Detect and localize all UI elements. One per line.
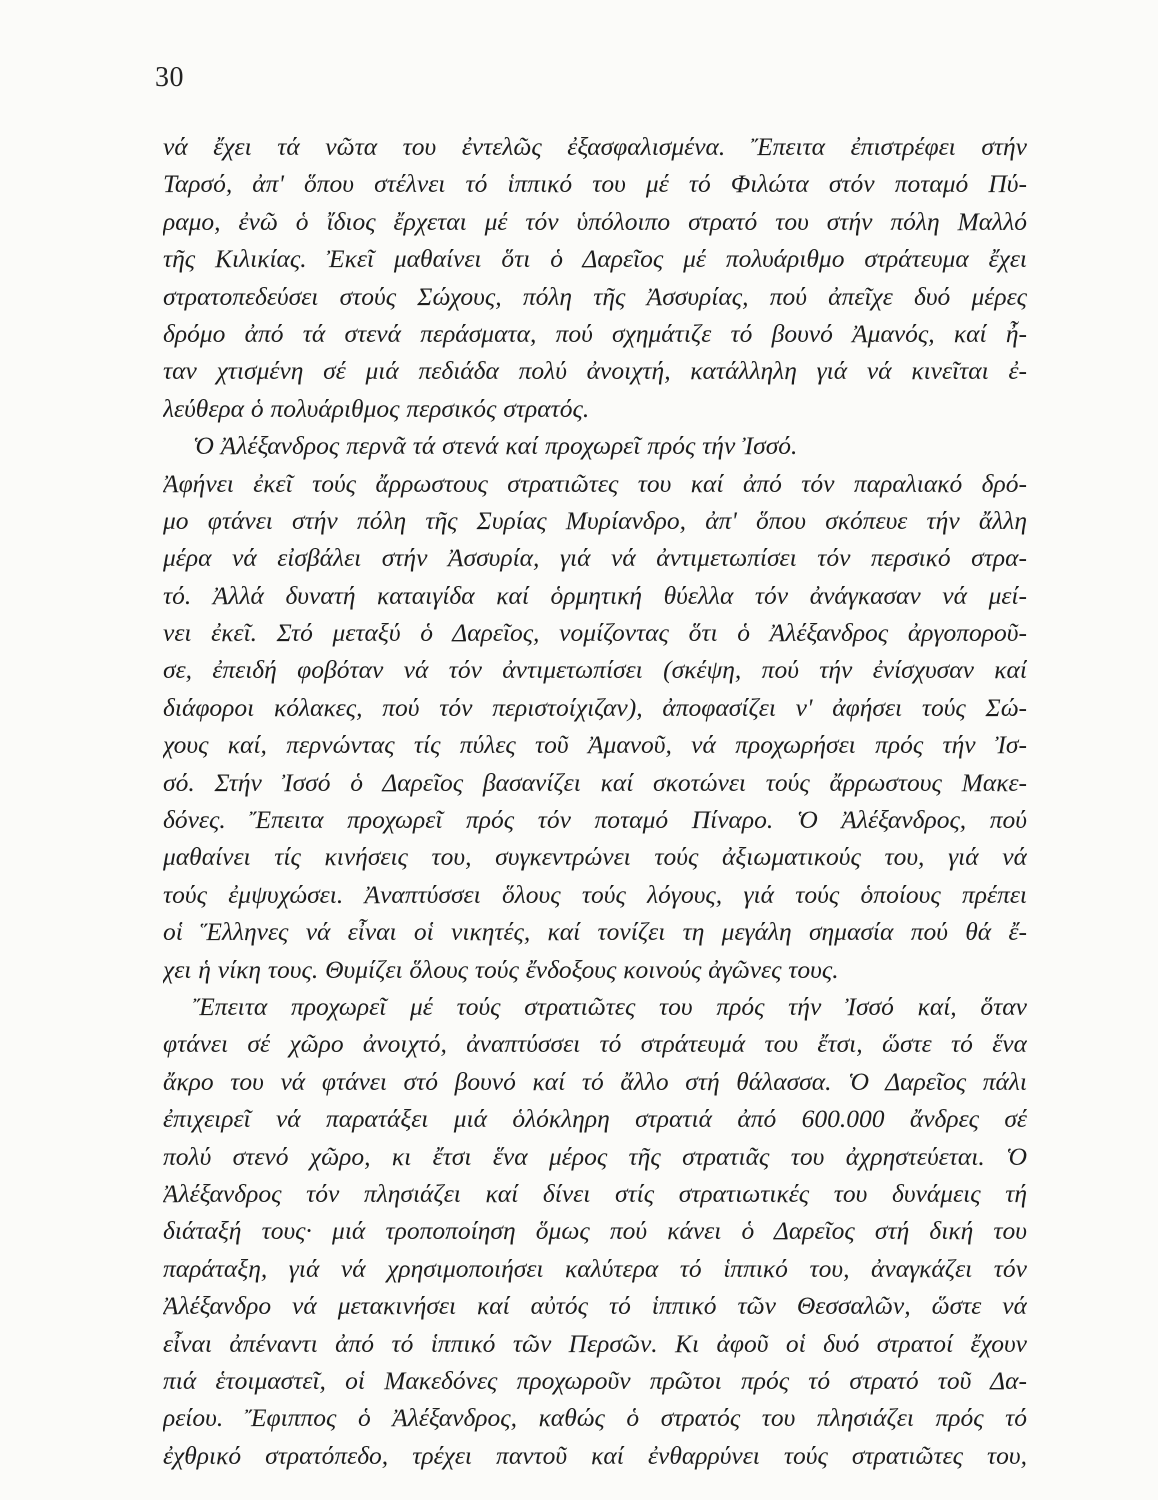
text-line: διάφοροι κόλακες, πού τόν περιστοίχιζαν), ἀποφασίζει ν' ἀφήσει τούς Σώ- bbox=[163, 692, 1027, 722]
text-line: ἄκρο του νά φτάνει στό βουνό καί τό ἄλλο στή θάλασσα. Ὁ Δαρεῖος πάλι bbox=[163, 1066, 1027, 1096]
page-number: 30 bbox=[155, 62, 184, 93]
text-line: εἶναι ἀπέναντι ἀπό τό ἱππικό τῶν Περσῶν. Κι ἀφοῦ οἱ δυό στρατοί ἔχουν bbox=[163, 1328, 1027, 1358]
text-line: σε, ἐπειδή φοβόταν νά τόν ἀντιμετωπίσει (σκέψη, πού τήν ἐνίσχυσαν καί bbox=[163, 655, 1027, 685]
text-line: ἐπιχειρεῖ νά παρατάξει μιά ὁλόκληρη στρατιά ἀπό 600.000 ἄνδρες σέ bbox=[163, 1104, 1027, 1134]
text-line: ταν χτισμένη σέ μιά πεδιάδα πολύ ἀνοιχτή, κατάλληλη γιά νά κινεῖται ἐ- bbox=[163, 356, 1027, 386]
text-line: πολύ στενό χῶρο, κι ἔτσι ἕνα μέρος τῆς στρατιᾶς του ἀχρηστεύεται. Ὁ bbox=[163, 1141, 1027, 1171]
text-line: τό. Ἀλλά δυνατή καταιγίδα καί ὁρμητική θύελλα τόν ἀνάγκασαν νά μεί- bbox=[163, 580, 1027, 610]
text-line: Ἀφήνει ἐκεῖ τούς ἄρρωστους στρατιῶτες του καί ἀπό τόν παραλιακό δρό- bbox=[163, 468, 1027, 498]
text-line: μέρα νά εἰσβάλει στήν Ἀσσυρία, γιά νά ἀντιμετωπίσει τόν περσικό στρα- bbox=[163, 543, 1027, 573]
text-line: τῆς Κιλικίας. Ἐκεῖ μαθαίνει ὅτι ὁ Δαρεῖος μέ πολυάριθμο στράτευμα ἔχει bbox=[163, 244, 1027, 274]
text-line: διάταξή τους· μιά τροποποίηση ὅμως πού κάνει ὁ Δαρεῖος στή δική του bbox=[163, 1216, 1027, 1246]
body-text bbox=[163, 128, 1027, 1474]
text-line: χει ἡ νίκη τους. Θυμίζει ὅλους τούς ἔνδοξους κοινούς ἀγῶνες τους. bbox=[163, 954, 839, 984]
text-line: Ἀλέξανδρο νά μετακινήσει καί αὐτός τό ἱππικό τῶν Θεσσαλῶν, ὥστε νά bbox=[163, 1291, 1027, 1321]
text-line: νει ἐκεῖ. Στό μεταξύ ὁ Δαρεῖος, νομίζοντας ὅτι ὁ Ἀλέξανδρος ἀργοποροῦ- bbox=[163, 618, 1027, 648]
text-line: φτάνει σέ χῶρο ἀνοιχτό, ἀναπτύσσει τό στράτευμά του ἔτσι, ὥστε τό ἕνα bbox=[163, 1029, 1027, 1059]
text-line: ραμο, ἐνῶ ὁ ἴδιος ἔρχεται μέ τόν ὑπόλοιπο στρατό του στήν πόλη Μαλλό bbox=[163, 206, 1027, 236]
text-line: σό. Στήν Ἰσσό ὁ Δαρεῖος βασανίζει καί σκοτώνει τούς ἄρρωστους Μακε- bbox=[163, 767, 1027, 797]
text-line: οἱ Ἕλληνες νά εἶναι οἱ νικητές, καί τονίζει τη μεγάλη σημασία πού θά ἔ- bbox=[163, 917, 1027, 947]
text-line: Ἔπειτα προχωρεῖ μέ τούς στρατιῶτες του πρός τήν Ἰσσό καί, ὅταν bbox=[193, 991, 1027, 1021]
text-line: ἐχθρικό στρατόπεδο, τρέχει παντοῦ καί ἐνθαρρύνει τούς στρατιῶτες του, bbox=[163, 1440, 1027, 1470]
text-line: χους καί, περνώντας τίς πύλες τοῦ Ἀμανοῦ, νά προχωρήσει πρός τήν Ἰσ- bbox=[163, 730, 1027, 760]
text-line: λεύθερα ὁ πολυάριθμος περσικός στρατός. bbox=[163, 393, 590, 423]
text-line: δόνες. Ἔπειτα προχωρεῖ πρός τόν ποταμό Πίναρο. Ὁ Ἀλέξανδρος, πού bbox=[163, 805, 1027, 835]
text-line: Ὁ Ἀλέξανδρος περνᾶ τά στενά καί προχωρεῖ πρός τήν Ἰσσό. bbox=[193, 431, 798, 461]
text-line: μαθαίνει τίς κινήσεις του, συγκεντρώνει τούς ἀξιωματικούς του, γιά νά bbox=[163, 842, 1027, 872]
text-line: ρείου. Ἔφιππος ὁ Ἀλέξανδρος, καθώς ὁ στρατός του πλησιάζει πρός τό bbox=[163, 1403, 1027, 1433]
text-line: Ἀλέξανδρος τόν πλησιάζει καί δίνει στίς στρατιωτικές του δυνάμεις τή bbox=[163, 1178, 1027, 1208]
text-line: μο φτάνει στήν πόλη τῆς Συρίας Μυρίανδρο, ἀπ' ὅπου σκόπευε τήν ἄλλη bbox=[163, 505, 1027, 535]
text-line: τούς ἐμψυχώσει. Ἀναπτύσσει ὅλους τούς λόγους, γιά τούς ὁποίους πρέπει bbox=[163, 879, 1027, 909]
text-line: Ταρσό, ἀπ' ὅπου στέλνει τό ἱππικό του μέ τό Φιλώτα στόν ποταμό Πύ- bbox=[163, 169, 1027, 199]
text-line: στρατοπεδεύσει στούς Σώχους, πόλη τῆς Ἀσσυρίας, πού ἀπεῖχε δυό μέρες bbox=[163, 281, 1027, 311]
text-line: νά ἔχει τά νῶτα του ἐντελῶς ἐξασφαλισμένα. Ἔπειτα ἐπιστρέφει στήν bbox=[163, 132, 1027, 161]
text-line: πιά ἑτοιμαστεῖ, οἱ Μακεδόνες προχωροῦν πρῶτοι πρός τό στρατό τοῦ Δα- bbox=[163, 1365, 1027, 1395]
text-line: δρόμο ἀπό τά στενά περάσματα, πού σχημάτιζε τό βουνό Ἀμανός, καί ἦ- bbox=[163, 318, 1027, 348]
text-line: παράταξη, γιά νά χρησιμοποιήσει καλύτερα τό ἱππικό του, ἀναγκάζει τόν bbox=[163, 1253, 1027, 1283]
